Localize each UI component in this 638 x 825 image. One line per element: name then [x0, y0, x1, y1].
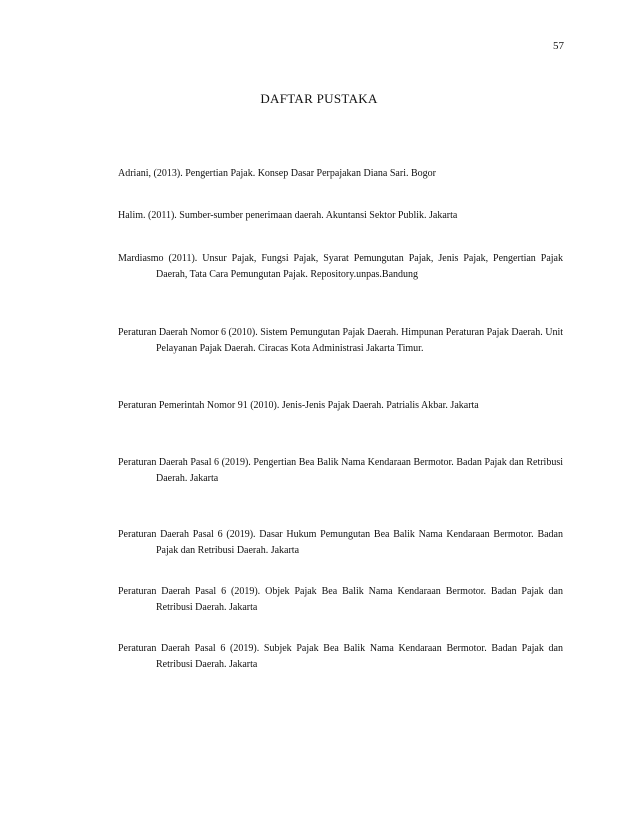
reference-entry: Peraturan Daerah Pasal 6 (2019). Pengertian Bea Balik Nama Kendaraan Bermotor. Badan Pajak dan Retribusi Daerah. Jakarta	[118, 457, 563, 484]
reference-entry: Peraturan Pemerintah Nomor 91 (2010). Jenis-Jenis Pajak Daerah. Patrialis Akbar. Jakarta	[118, 400, 479, 411]
reference-entry: Peraturan Daerah Pasal 6 (2019). Subjek Pajak Bea Balik Nama Kendaraan Bermotor. Badan Pajak dan Retribusi Daerah. Jakarta	[118, 643, 563, 670]
reference-entry: Adriani, (2013). Pengertian Pajak. Konsep Dasar Perpajakan Diana Sari. Bogor	[118, 168, 436, 179]
page-title: DAFTAR PUSTAKA	[260, 91, 378, 106]
reference-entry: Peraturan Daerah Pasal 6 (2019). Objek Pajak Bea Balik Nama Kendaraan Bermotor. Badan Pajak dan Retribusi Daerah. Jakarta	[118, 586, 563, 613]
reference-entry: Mardiasmo (2011). Unsur Pajak, Fungsi Pajak, Syarat Pemungutan Pajak, Jenis Pajak, Pengertian Pajak Daerah, Tata Cara Pemungutan Pajak. Repository.unpas.Bandung	[118, 253, 563, 280]
reference-entry: Peraturan Daerah Nomor 6 (2010). Sistem Pemungutan Pajak Daerah. Himpunan Peraturan Pajak Daerah. Unit Pelayanan Pajak Daerah. Ciracas Kota Administrasi Jakarta Timur.	[118, 327, 563, 354]
page-number: 57	[553, 40, 564, 52]
reference-entry: Halim. (2011). Sumber-sumber penerimaan daerah. Akuntansi Sektor Publik. Jakarta	[118, 210, 458, 221]
reference-entry: Peraturan Daerah Pasal 6 (2019). Dasar Hukum Pemungutan Bea Balik Nama Kendaraan Bermotor. Badan Pajak dan Retribusi Daerah. Jakarta	[118, 529, 563, 556]
